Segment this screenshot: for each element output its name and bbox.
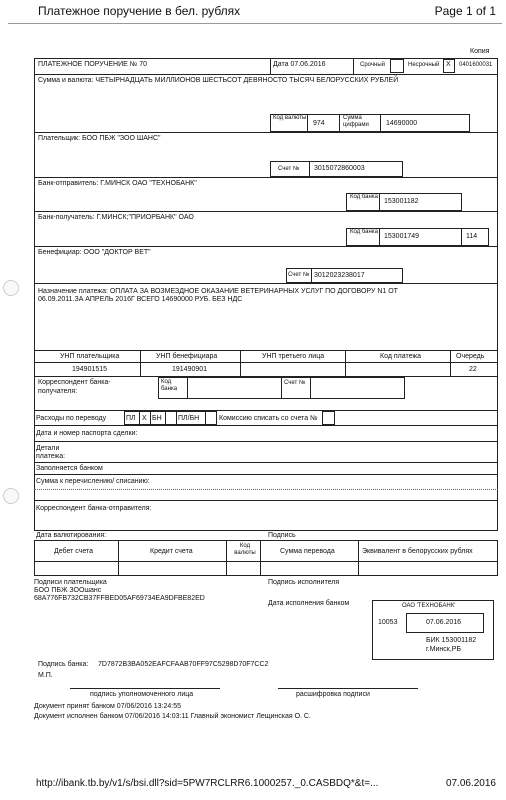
details-label-1: Детали bbox=[36, 445, 60, 452]
expenses-label: Расходы по переводу bbox=[36, 415, 107, 422]
non-urgent-label: Несрочный bbox=[408, 62, 440, 68]
beneficiary-label: Бенефициар: ООО "ДОКТОР ВЕТ" bbox=[38, 249, 151, 256]
correspondent-label-2: получателя: bbox=[38, 388, 78, 395]
unp-beneficiary: 191490901 bbox=[172, 366, 208, 373]
credit-account-header: Кредит счета bbox=[150, 548, 193, 555]
beneficiary-account: 3012023238017 bbox=[314, 272, 365, 279]
order-date: Дата 07.06.2016 bbox=[273, 61, 326, 68]
unp-payer: 194901515 bbox=[72, 366, 108, 373]
beneficiary-account-label: Счет № bbox=[288, 272, 310, 278]
payer-account: 3015072860003 bbox=[314, 165, 365, 172]
signature-label: Подпись bbox=[268, 532, 296, 539]
receiver-bank-code: 153001749 bbox=[384, 233, 420, 240]
sender-bank-code-label: Код банка bbox=[350, 194, 378, 200]
expenses-option-plbn[interactable]: ПЛ/БН bbox=[178, 415, 200, 422]
urgent-label: Срочный bbox=[360, 62, 385, 68]
unp-header-payer: УНП плательщика bbox=[60, 353, 120, 360]
currency-code: 974 bbox=[313, 120, 325, 127]
unp-queue: 22 bbox=[469, 366, 477, 373]
non-urgent-mark: X bbox=[446, 61, 451, 68]
expenses-option-bn[interactable]: БН bbox=[152, 415, 162, 422]
sum-digits-label: Сумма цифрами bbox=[343, 115, 369, 128]
currency-code-header: Код валюты bbox=[234, 543, 256, 556]
executor-signature-label: Подпись исполнителя bbox=[268, 579, 340, 586]
unp-header-code: Код платежа bbox=[380, 353, 421, 360]
page-number: Page 1 of 1 bbox=[434, 4, 496, 18]
byr-equivalent-header: Эквивалент в белорусских рублях bbox=[362, 548, 473, 555]
copy-label: Копия bbox=[470, 48, 490, 55]
value-date-label: Дата валютирования: bbox=[36, 532, 107, 539]
stamp-date: 07.06.2016 bbox=[426, 619, 462, 626]
receiver-bank-code-label: Код банка bbox=[350, 229, 378, 235]
currency-code-label: Код валюты bbox=[273, 115, 307, 121]
punch-hole-icon bbox=[3, 488, 19, 504]
stamp-bik: БИК 153001182 bbox=[426, 637, 477, 644]
receiver-bank-extra: 114 bbox=[466, 233, 478, 240]
bank-operations-table bbox=[34, 540, 498, 576]
unp-header-queue: Очередь bbox=[456, 353, 485, 360]
details-label-2: платежа: bbox=[36, 453, 66, 460]
sum-digits: 14690000 bbox=[386, 120, 418, 127]
signature-decoding-label: расшифровка подписи bbox=[296, 691, 370, 698]
footer-url[interactable]: http://ibank.tb.by/v1/s/bsi.dll?sid=5PW7RCLRR6.1000257._0.CASBDQ*&t=... bbox=[36, 778, 379, 789]
stamp-place-label: М.П. bbox=[38, 672, 53, 679]
commission-label: Комиссию списать со счета № bbox=[219, 415, 318, 422]
correspondent-account-label: Счет № bbox=[284, 380, 306, 386]
stamp-city: г.Минск,РБ bbox=[426, 646, 462, 653]
purpose-line-1: Назначение платежа: ОПЛАТА ЗА ВОЗМЕЗДНОЕ ОКАЗАНИЕ ВЕТЕРИНАРНЫХ УСЛУГ ПО ДОГОВОРУ N1 ОТ bbox=[38, 288, 398, 295]
payer-label: Плательщик: БОО ПБЖ "ЗОО ШАНС" bbox=[38, 135, 161, 142]
debit-account-header: Дебет счета bbox=[54, 548, 94, 555]
authorized-signature-label: подпись уполномоченного лица bbox=[90, 691, 194, 698]
payer-signature-hash: 68A776FB732CB37FFBED05AF69734EA9DFBE82ED bbox=[34, 595, 205, 602]
correspondent-code-label: Код банка bbox=[161, 379, 178, 392]
receiver-bank-label: Банк-получатель: Г.МИНСК;"ПРИОРБАНК" ОАО bbox=[38, 214, 194, 221]
accepted-by-bank: Документ принят банком 07/06/2016 13:24:55 bbox=[34, 703, 182, 710]
unp-header-beneficiary: УНП бенефициара bbox=[156, 353, 218, 360]
amount-label: Сумма и валюта: ЧЕТЫРНАДЦАТЬ МИЛЛИОНОВ ШЕСТЬСОТ ДЕВЯНОСТО ТЫСЯЧ БЕЛОРУССКИХ РУБЛЕЙ bbox=[38, 77, 399, 84]
stamp-number: 10053 bbox=[378, 619, 398, 626]
correspondent-sender-label: Корреспондент банка-отправителя: bbox=[36, 505, 152, 512]
urgent-checkbox[interactable] bbox=[390, 59, 404, 73]
transfer-sum-header: Сумма перевода bbox=[280, 548, 335, 555]
order-title: ПЛАТЕЖНОЕ ПОРУЧЕНИЕ № 70 bbox=[38, 61, 147, 68]
form-code: 0401600031 bbox=[459, 62, 493, 68]
page-title: Платежное поручение в бел. рублях bbox=[38, 4, 241, 18]
bank-signature-label: Подпись банка: bbox=[38, 661, 89, 668]
expenses-mark: X bbox=[142, 415, 147, 422]
correspondent-label-1: Корреспондент банка- bbox=[38, 379, 111, 386]
bank-signature-hash: 7D7872B3BA052EAFCFAAB70FF97C5298D70F7CC2 bbox=[98, 661, 269, 668]
sum-to-transfer-label: Сумма к перечислению/ списанию: bbox=[36, 478, 150, 485]
sender-bank-code: 153001182 bbox=[384, 198, 419, 205]
expenses-option-pl[interactable]: ПЛ bbox=[126, 415, 136, 422]
punch-hole-icon bbox=[3, 280, 19, 296]
payer-signature-name: БОО ПБЖ ЗООшанс bbox=[34, 587, 102, 594]
stamp-bank-name: ОАО 'ТЕХНОБАНК' bbox=[402, 603, 456, 609]
passport-label: Дата и номер паспорта сделки: bbox=[36, 430, 138, 437]
bank-filled-label: Заполняется банком bbox=[36, 465, 103, 472]
payer-account-label: Счет № bbox=[278, 166, 300, 172]
purpose-line-2: 06.09.2011.ЗА АПРЕЛЬ 2016Г ВСЕГО 14690000 РУБ. БЕЗ НДС bbox=[38, 296, 243, 303]
execution-date-label: Дата исполнения банком bbox=[268, 600, 350, 607]
sender-bank-label: Банк-отправитель: Г.МИНСК ОАО "ТЕХНОБАНК" bbox=[38, 180, 197, 187]
unp-header-third: УНП третьего лица bbox=[262, 353, 325, 360]
payer-signature-label: Подписи плательщика bbox=[34, 579, 107, 586]
executed-by-bank: Документ исполнен банком 07/06/2016 14:03:11 Главный экономист Лещинская О. С. bbox=[34, 713, 311, 720]
footer-date: 07.06.2016 bbox=[445, 778, 496, 789]
